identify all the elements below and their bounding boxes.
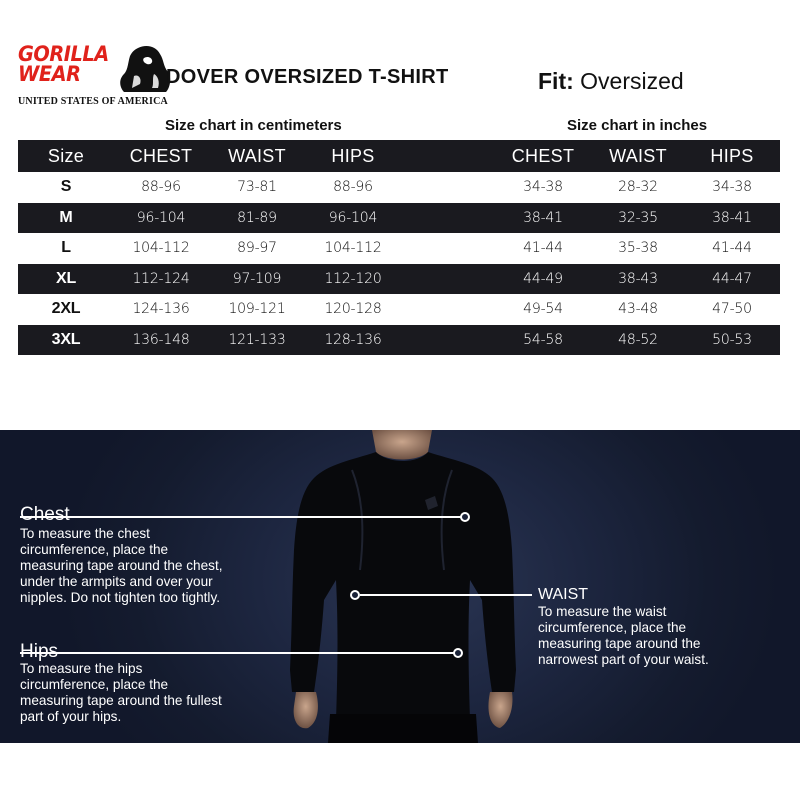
table-row <box>18 325 780 356</box>
gorilla-icon <box>116 44 172 94</box>
hips-guide-line <box>20 652 454 654</box>
waist-desc-line: To measure the waist <box>538 604 667 619</box>
cell-waist-cm: 97-109 <box>232 270 282 287</box>
chest-description <box>20 526 223 606</box>
cell-hips-in: 41-44 <box>712 240 752 257</box>
waist-guide-dot <box>350 590 360 600</box>
chest-guide-dot <box>460 512 470 522</box>
hips-desc-line: part of your hips. <box>20 709 122 724</box>
cell-waist-cm: 73-81 <box>237 179 277 196</box>
cell-size: XL <box>55 269 77 287</box>
cell-waist-cm: 121-133 <box>228 331 286 348</box>
cell-hips-cm: 120-128 <box>324 301 382 318</box>
size-table <box>18 140 780 355</box>
cell-chest-cm: 104-112 <box>132 240 190 257</box>
hips-title: Hips <box>20 641 59 662</box>
chest-desc-line: circumference, place the <box>20 542 169 557</box>
cell-waist-in: 38-43 <box>618 270 658 287</box>
cell-hips-cm: 112-120 <box>324 270 382 287</box>
header-size: Size <box>47 145 85 166</box>
table-row <box>18 172 780 203</box>
cell-chest-in: 54-58 <box>523 331 563 348</box>
cell-hips-in: 47-50 <box>712 301 752 318</box>
logo-line-2: WEAR <box>18 62 81 86</box>
logo-line-1: GORILLA <box>18 42 109 66</box>
cell-hips-cm: 128-136 <box>324 331 382 348</box>
cell-chest-in: 44-49 <box>523 270 563 287</box>
header-hips-cm: HIPS <box>331 145 375 166</box>
chest-desc-line: under the armpits and over your <box>20 574 213 589</box>
cell-chest-cm: 112-124 <box>132 270 190 287</box>
table-header-row <box>18 140 780 172</box>
table-row <box>18 294 780 325</box>
waist-desc-line: narrowest part of your waist. <box>538 652 709 667</box>
fit-label: Fit: <box>538 68 574 94</box>
logo-tagline: UNITED STATES OF AMERICA <box>18 96 168 107</box>
chest-desc-line: measuring tape around the chest, <box>20 558 223 573</box>
hips-description <box>20 661 222 725</box>
cell-waist-in: 28-32 <box>618 179 658 196</box>
cell-hips-cm: 96-104 <box>328 209 378 226</box>
brand-logo <box>18 42 168 110</box>
waist-description <box>538 604 709 668</box>
table-row <box>18 203 780 234</box>
cell-size: 2XL <box>51 300 81 318</box>
measurement-guide-panel <box>0 430 800 743</box>
cell-size: 3XL <box>51 330 81 348</box>
cell-hips-cm: 88-96 <box>333 179 373 196</box>
cell-size: M <box>59 208 73 226</box>
cell-hips-in: 38-41 <box>712 209 752 226</box>
chest-title: Chest <box>20 504 70 525</box>
cell-size: S <box>60 178 72 196</box>
cell-chest-cm: 96-104 <box>136 209 186 226</box>
fit-value: Oversized <box>580 68 684 94</box>
waist-title: WAIST <box>538 586 589 603</box>
product-title: DOVER OVERSIZED T-SHIRT <box>166 66 449 88</box>
waist-desc-line: circumference, place the <box>538 620 687 635</box>
cell-hips-in: 50-53 <box>712 331 752 348</box>
table-row <box>18 233 780 264</box>
cell-chest-cm: 124-136 <box>132 301 190 318</box>
cell-waist-in: 43-48 <box>618 301 658 318</box>
cell-chest-in: 34-38 <box>523 179 563 196</box>
cell-hips-in: 34-38 <box>712 179 752 196</box>
hips-desc-line: measuring tape around the fullest <box>20 693 222 708</box>
header-waist-in: WAIST <box>609 145 667 166</box>
hips-desc-line: circumference, place the <box>20 677 169 692</box>
chest-desc-line: To measure the chest <box>20 526 150 541</box>
hips-desc-line: To measure the hips <box>20 661 143 676</box>
hips-guide-dot <box>453 648 463 658</box>
cell-chest-in: 41-44 <box>523 240 563 257</box>
cell-hips-cm: 104-112 <box>324 240 382 257</box>
chest-desc-line: nipples. Do not tighten too tightly. <box>20 590 221 605</box>
cell-waist-in: 32-35 <box>618 209 658 226</box>
cell-waist-cm: 109-121 <box>228 301 286 318</box>
cell-chest-cm: 136-148 <box>132 331 190 348</box>
header-waist-cm: WAIST <box>228 145 286 166</box>
header-hips-in: HIPS <box>710 145 754 166</box>
cell-waist-cm: 81-89 <box>237 209 277 226</box>
cell-chest-in: 49-54 <box>523 301 563 318</box>
caption-centimeters: Size chart in centimeters <box>165 117 342 134</box>
waist-guide-line <box>360 594 532 596</box>
brand-logo-wordmark <box>18 44 109 84</box>
header-chest-cm: CHEST <box>129 145 193 166</box>
header-chest-in: CHEST <box>511 145 575 166</box>
cell-waist-in: 35-38 <box>618 240 658 257</box>
cell-chest-in: 38-41 <box>523 209 563 226</box>
cell-hips-in: 44-47 <box>712 270 752 287</box>
caption-inches: Size chart in inches <box>567 117 708 134</box>
cell-waist-cm: 89-97 <box>237 240 277 257</box>
cell-waist-in: 48-52 <box>618 331 658 348</box>
chest-guide-line <box>20 516 462 518</box>
waist-desc-line: measuring tape around the <box>538 636 701 651</box>
cell-chest-cm: 88-96 <box>141 179 181 196</box>
fit-info <box>538 68 684 95</box>
cell-size: L <box>61 239 71 257</box>
table-row <box>18 264 780 295</box>
